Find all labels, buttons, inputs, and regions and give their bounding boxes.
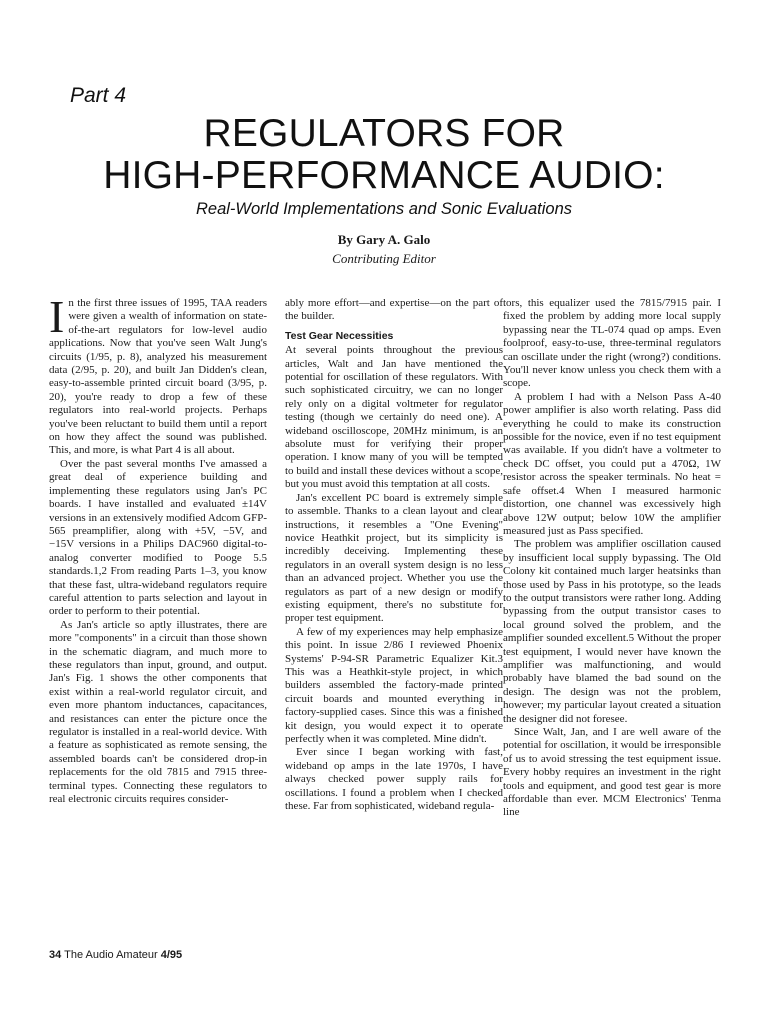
page-footer (49, 949, 182, 961)
paragraph: ably more effort—and expertise—on the part of the builder. (285, 297, 503, 323)
column-3 (503, 297, 721, 820)
part-label: Part 4 (70, 84, 127, 107)
issue-number: 4/95 (160, 949, 183, 961)
paragraph: As Jan's article so aptly illustrates, there are more "components" in a circuit than those shown in the schematic diagram, and much more to these regulators than input, ground, and output. Jan's Fig. 1 shows the other components that exist within a real-world regulator circuit, and even more phantom inductances, capacitances, and resistances can enter the picture once the regulator is installed in a real-world device. With a feature as sophisticated as remote sensing, the assembled boards can't be considered drop-in replacements for the old 7815 and 7915 three-terminal types. Connecting these regulators to real electronic circuits requires consider- (49, 618, 267, 806)
drop-cap: I (49, 291, 65, 342)
paragraph (49, 291, 267, 458)
article-title-line-2: HIGH-PERFORMANCE AUDIO: (103, 154, 665, 197)
paragraph-text: n the first three issues of 1995, TAA readers were given a wealth of information on state-of-the-art regulators for low-level audio applications. Now that you've seen Walt Jung's circuits (1/95, p. 8), analyzed his measurement data (2/95, p. 20), and built Jan Didden's clean, easy-to-assemble printed circuit board (3/95, p. 20), you're ready to drop a few of these regulators into real-world projects. Perhaps you've been reluctant to build them until a report on how they affect the sound was published. This, and more, is what Part 4 is all about. (49, 297, 267, 457)
page-number: 34 (49, 949, 62, 961)
article-subtitle: Real-World Implementations and Sonic Evaluations (195, 200, 573, 218)
paragraph: Ever since I began working with fast, wideband op amps in the late 1970s, I have always checked power supply rails for oscillations. I found a problem when I checked these. Far from sophisticated, wideband regula- (285, 746, 503, 813)
column-1 (49, 291, 267, 806)
column-2 (285, 297, 503, 813)
byline: By Gary A. Galo (337, 232, 431, 247)
paragraph: Since Walt, Jan, and I are well aware of the potential for oscillation, it would be irresponsible of us to avoid stressing the test equipment issue. Every hobby requires an investment in the right tools and equipment, and good test gear is more affordable than ever. MCM Electronics' Tenma line (503, 726, 721, 819)
paragraph: Over the past several months I've amassed a great deal of experience building and implementing these regulators using Jan's PC boards. I have installed and evaluated ±14V versions in an extensively modified Adcom GFP-565 preamplifier, along with +5V, −5V, and −15V versions in a Philips DAC960 digital-to-analog converter modified to Pooge 5.5 standards.1,2 From reading Parts 1–3, you know that these fast, ultra-wideband regulators require careful attention to parts selection and layout in order to perform to their potential. (49, 457, 267, 618)
paragraph: Jan's excellent PC board is extremely simple to assemble. Thanks to a clean layout and clear instructions, it resembles a "One Evening" novice Heathkit project, but its simplicity is incredibly deceiving. Implementing these regulators in an overall system design is no less than an advanced project. Whether you use the regulators as part of a new design or modify existing equipment, there's no substitute for proper test equipment. (285, 491, 503, 625)
paragraph: A few of my experiences may help emphasize this point. In issue 2/86 I reviewed Phoenix Systems' P-94-SR Parametric Equalizer Kit.3 This was a Heathkit-style project, in which builders assembled the factory-made printed circuit boards and mounted everything in factory-supplied cases. Since this was a finished kit design, you would expect it to operate perfectly when it was completed. Mine didn't. (285, 625, 503, 745)
paragraph: tors, this equalizer used the 7815/7915 pair. I fixed the problem by adding more local supply bypassing near the TL-074 quad op amps. Even foolproof, easy-to-use, three-terminal regulators can oscillate under the right (wrong?) conditions. You'll never know unless you check them with a scope. (503, 297, 721, 390)
author-role: Contributing Editor (332, 251, 436, 266)
section-heading: Test Gear Necessities (285, 329, 394, 342)
paragraph: At several points throughout the previous articles, Walt and Jan have mentioned the potential for oscillation of these regulators. With such sophisticated circuitry, we can no longer rely only on a digital voltmeter for regulator testing (though we certainly do need one). A wideband oscilloscope, 20MHz minimum, is an absolute must for verifying their proper operation. I know many of you will be tempted to build and install these devices without a scope, but you must avoid this temptation at all costs. (285, 344, 503, 491)
magazine-name: The Audio Amateur (64, 949, 158, 961)
article-title-line-1: REGULATORS FOR (203, 112, 565, 155)
paragraph: A problem I had with a Nelson Pass A-40 power amplifier is also worth relating. Pass did everything he could to make its construction possible for the novice, even if no test equipment was available. If you didn't have a voltmeter to check DC offset, you could put a 470Ω, 1W resistor across the speaker terminals. No heat = safe offset.4 When I measured harmonic distortion, one channel was excessively high above 12W output; below 10W the amplifier measured just as Pass specified. (503, 390, 721, 537)
paragraph: The problem was amplifier oscillation caused by insufficient local supply bypassing. The Old Colony kit contained much larger heatsinks than those used by Pass in his prototype, so the leads to the output transistors were rather long. Adding bypassing from the output transistor cases to local ground solved the problem, and the amplifier sounded excellent.5 Without the proper test equipment, I would never have known the amplifier was malfunctioning, and would probably have blamed the bad sound on the design. The design was not the problem, however; my particular layout created a situation the designer did not foresee. (503, 538, 721, 725)
